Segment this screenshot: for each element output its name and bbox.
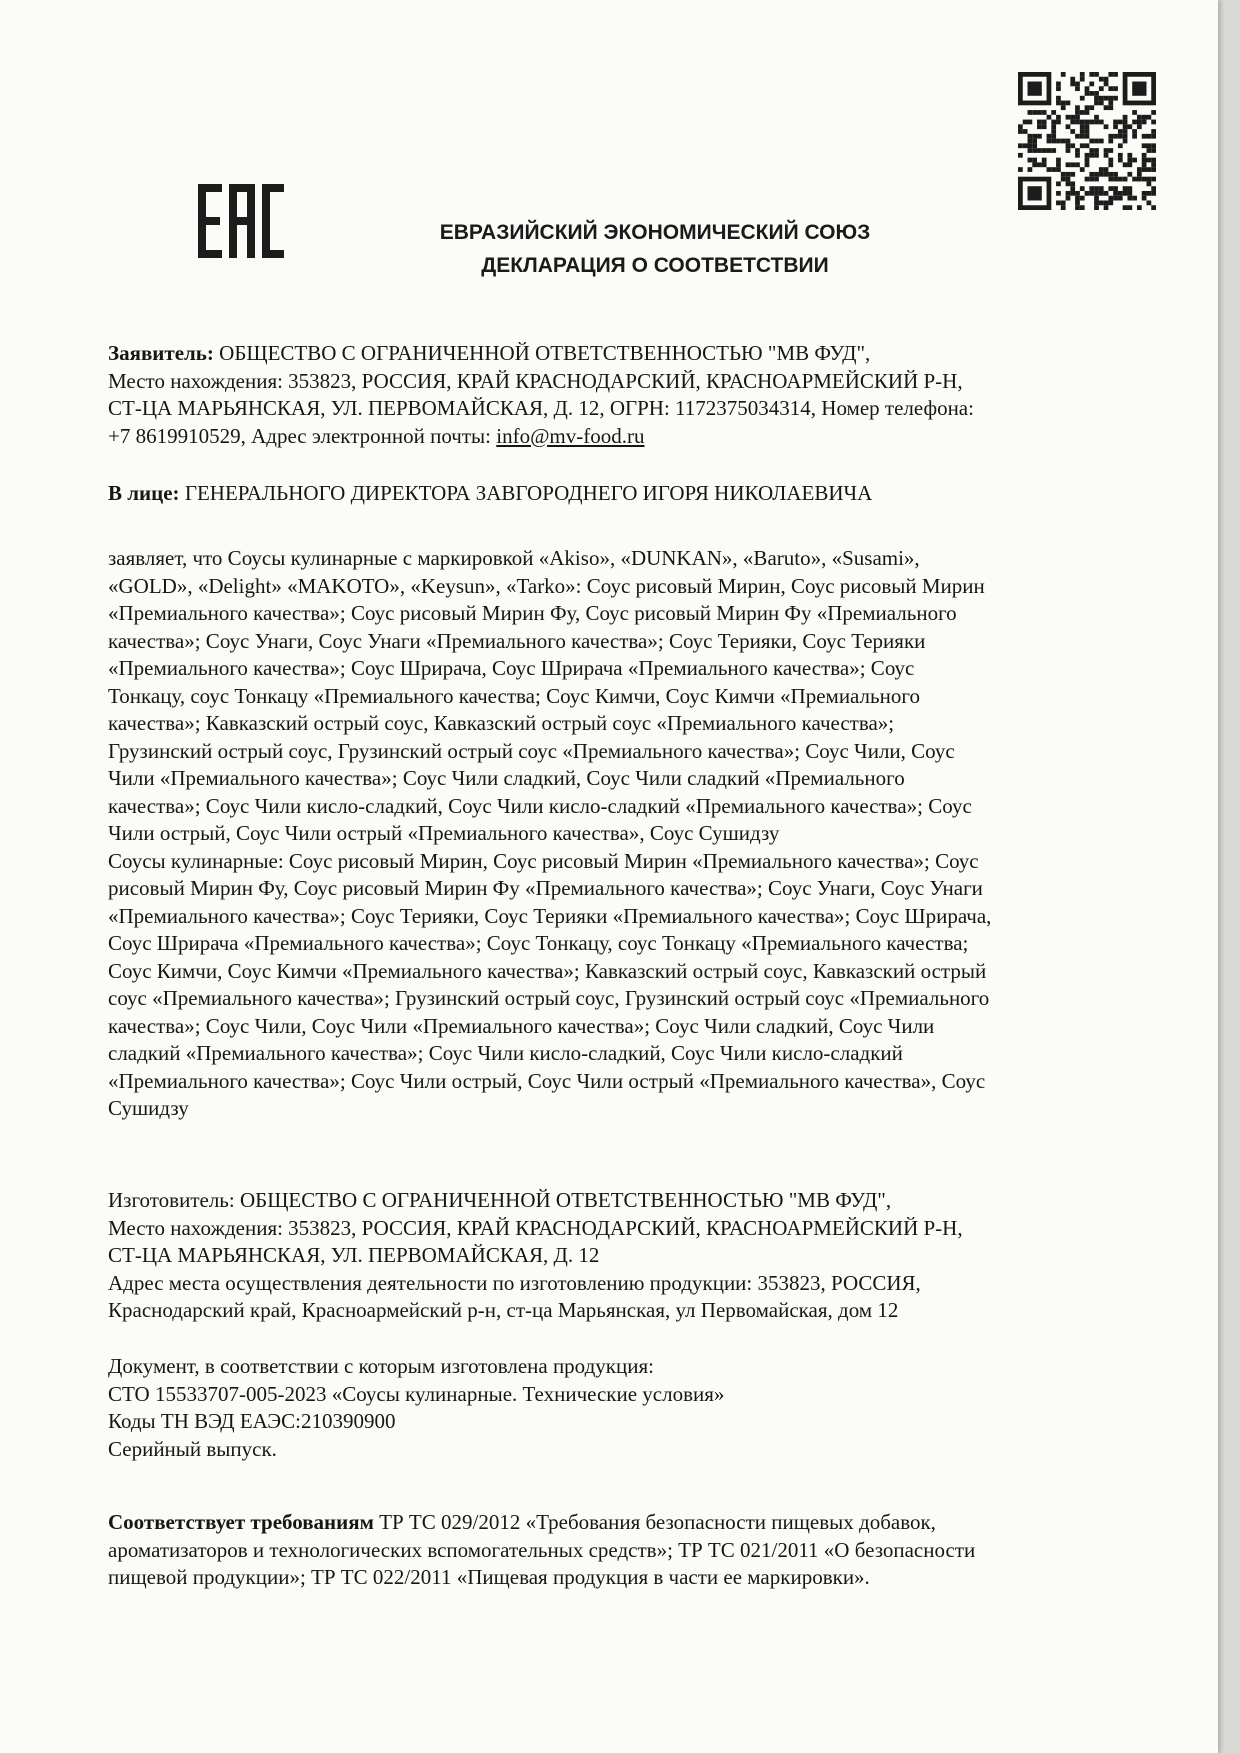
qr-code-icon xyxy=(1018,72,1156,210)
declaration-line: качества»; Соус Унаги, Соус Унаги «Премиального качества»; Соус Терияки, Соус Терияки xyxy=(108,628,926,653)
document-header xyxy=(330,216,980,282)
declaration-line: заявляет, что Соусы кулинарные с маркировкой «Akiso», «DUNKAN», «Baruto», «Susami», xyxy=(108,546,920,570)
represented-line xyxy=(108,480,1138,508)
conformity-label: Соответствует требованиям xyxy=(108,1510,374,1534)
manufacturer-section xyxy=(108,1187,1138,1325)
declaration-line: сладкий «Премиального качества»; Соус Чили кисло-сладкий, Соус Чили кисло-сладкий xyxy=(108,1041,903,1065)
declaration-line: «Премиального качества»; Соус Терияки, Соус Терияки «Премиального качества»; Соус Шрирача, xyxy=(108,903,992,928)
applicant-address-line: СТ-ЦА МАРЬЯНСКАЯ, УЛ. ПЕРВОМАЙСКАЯ, Д. 12, ОГРН: 1172375034314, Номер телефона: xyxy=(108,396,974,420)
manufacturer-line: Место нахождения: 353823, РОССИЯ, КРАЙ КРАСНОДАРСКИЙ, КРАСНОАРМЕЙСКИЙ Р-Н, xyxy=(108,1215,963,1240)
declaration-line: качества»; Соус Чили, Соус Чили «Премиального качества»; Соус Чили сладкий, Соус Чили xyxy=(108,1013,935,1038)
applicant-name: ОБЩЕСТВО С ОГРАНИЧЕННОЙ ОТВЕТСТВЕННОСТЬЮ "МВ ФУД", xyxy=(213,341,871,365)
applicant-label: Заявитель: xyxy=(108,341,214,365)
declaration-line: «Премиального качества»; Соус Шрирача, Соус Шрирача «Премиального качества»; Соус xyxy=(108,656,915,680)
manufacturer-line: Краснодарский край, Красноармейский р-н, ст-ца Марьянская, ул Первомайская, дом 12 xyxy=(108,1298,899,1322)
document-line: СТО 15533707-005-2023 «Соусы кулинарные. Технические условия» xyxy=(108,1381,725,1406)
applicant-section xyxy=(108,340,1138,450)
represented-section xyxy=(108,480,1138,508)
declaration-line: Сушидзу xyxy=(108,1096,189,1120)
document-line: Документ, в соответствии с которым изготовлена продукция: xyxy=(108,1354,654,1378)
manufacturer-line: СТ-ЦА МАРЬЯНСКАЯ, УЛ. ПЕРВОМАЙСКАЯ, Д. 12 xyxy=(108,1243,600,1267)
declaration-line: «Премиального качества»; Соус Чили острый, Соус Чили острый «Премиального качества», Соус xyxy=(108,1068,986,1093)
standard-document-section xyxy=(108,1353,1138,1463)
email-link[interactable]: info@mv-food.ru xyxy=(496,423,645,448)
declaration-line: Тонкацу, соус Тонкацу «Премиального качества; Соус Кимчи, Соус Кимчи «Премиального xyxy=(108,683,920,708)
declaration-line: «GOLD», «Delight» «MAKOTO», «Keysun», «Tarko»: Соус рисовый Мирин, Соус рисовый Мирин xyxy=(108,573,985,598)
declaration-line: качества»; Кавказский острый соус, Кавказский острый соус «Премиального качества»; xyxy=(108,711,895,735)
document-line: Коды ТН ВЭД ЕАЭС:210390900 xyxy=(108,1409,396,1433)
declaration-line: рисовый Мирин Фу, Соус рисовый Мирин Фу «Премиального качества»; Соус Унаги, Соус Унаги xyxy=(108,876,983,900)
declaration-line: Чили острый, Соус Чили острый «Премиального качества», Соус Сушидзу xyxy=(108,821,780,845)
union-title: ЕВРАЗИЙСКИЙ ЭКОНОМИЧЕСКИЙ СОЮЗ xyxy=(439,221,871,244)
declaration-line: соус «Премиального качества»; Грузинский острый соус, Грузинский острый соус «Премиального xyxy=(108,986,990,1010)
conformity-text: ТР ТС 029/2012 «Требования безопасности пищевых добавок, xyxy=(373,1510,936,1534)
declaration-line: Грузинский острый соус, Грузинский острый соус «Премиального качества»; Соус Чили, Соус xyxy=(108,738,955,763)
declaration-line: Соус Кимчи, Соус Кимчи «Премиального качества»; Кавказский острый соус, Кавказский острый xyxy=(108,958,987,983)
declaration-section xyxy=(108,545,1138,1123)
applicant-phone-text: +7 8619910529, Адрес электронной почты: xyxy=(108,423,497,448)
declaration-line: Соус Шрирача «Премиального качества»; Соус Тонкацу, соус Тонкацу «Премиального качества; xyxy=(108,931,969,955)
declaration-line: «Премиального качества»; Соус рисовый Мирин Фу, Соус рисовый Мирин Фу «Премиального xyxy=(108,601,957,625)
declaration-line: Чили «Премиального качества»; Соус Чили сладкий, Соус Чили сладкий «Премиального xyxy=(108,766,905,790)
applicant-line xyxy=(108,340,1138,368)
conformity-line: ароматизаторов и технологических вспомогательных средств»; ТР ТС 021/2011 «О безопасности xyxy=(108,1537,976,1562)
declaration-line: качества»; Соус Чили кисло-сладкий, Соус Чили кисло-сладкий «Премиального качества»; Соус xyxy=(108,793,972,818)
manufacturer-line: Изготовитель: ОБЩЕСТВО С ОГРАНИЧЕННОЙ ОТВЕТСТВЕННОСТЬЮ "МВ ФУД", xyxy=(108,1188,892,1212)
manufacturer-line: Адрес места осуществления деятельности по изготовлению продукции: 353823, РОССИЯ, xyxy=(108,1270,921,1295)
applicant-contact-line xyxy=(108,423,1138,451)
document-title: ДЕКЛАРАЦИЯ О СООТВЕТСТВИИ xyxy=(481,254,829,277)
represented-value: ГЕНЕРАЛЬНОГО ДИРЕКТОРА ЗАВГОРОДНЕГО ИГОРЯ НИКОЛАЕВИЧА xyxy=(179,481,873,505)
document-line: Серийный выпуск. xyxy=(108,1436,277,1461)
eac-logo-icon xyxy=(198,184,284,258)
conformity-line xyxy=(108,1509,1138,1537)
applicant-address-line: Место нахождения: 353823, РОССИЯ, КРАЙ КРАСНОДАРСКИЙ, КРАСНОАРМЕЙСКИЙ Р-Н, xyxy=(108,368,963,393)
declaration-line: Соусы кулинарные: Соус рисовый Мирин, Соус рисовый Мирин «Премиального качества»; Соус xyxy=(108,848,979,873)
represented-label: В лице: xyxy=(108,481,180,505)
conformity-line: пищевой продукции»; ТР ТС 022/2011 «Пищевая продукция в части ее маркировки». xyxy=(108,1565,870,1589)
conformity-section xyxy=(108,1509,1138,1592)
